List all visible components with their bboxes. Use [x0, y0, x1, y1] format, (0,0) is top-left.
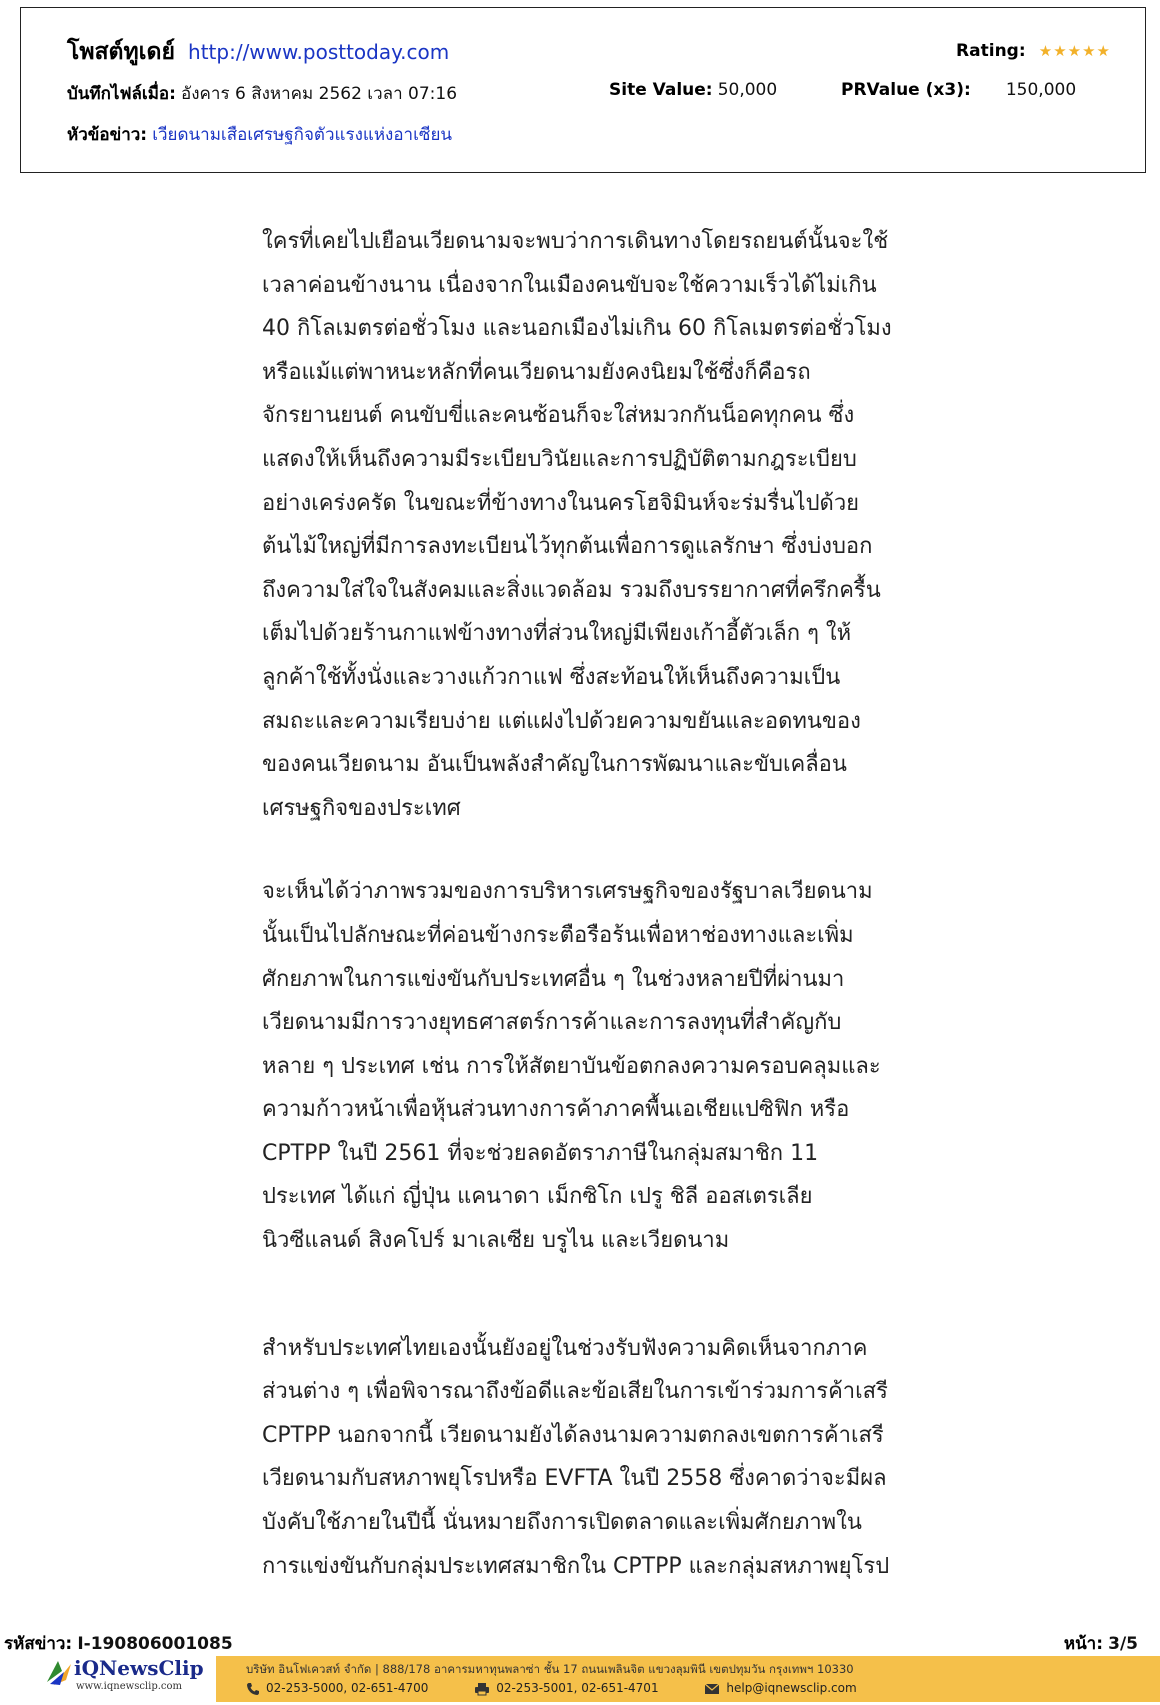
star-icon: ★: [1067, 42, 1083, 60]
rating: [956, 41, 1111, 61]
headline-row: [67, 121, 452, 148]
star-icon: ★: [1053, 42, 1068, 60]
article-line: อย่างเคร่งครัด ในขณะที่ข้างทางในนครโฮจิมินห์จะร่มรื่นไปด้วย: [262, 490, 860, 516]
email-icon: [704, 1683, 720, 1695]
star-icon: ★: [1038, 42, 1054, 60]
phone-icon: [246, 1682, 260, 1696]
star-icon: ★: [1082, 42, 1097, 60]
article-paragraph: [262, 1327, 942, 1589]
fax-numbers: 02-253-5001, 02-651-4701: [496, 1681, 659, 1695]
article-line: บังคับใช้ภายในปีนี้ นั่นหมายถึงการเปิดตลาดและเพิ่มศักยภาพใน: [262, 1510, 862, 1536]
article-line: ศักยภาพในการแข่งขันกับประเทศอื่น ๆ ในช่วงหลายปีที่ผ่านมา: [262, 966, 845, 992]
article-line: สำหรับประเทศไทยเองนั้นยังอยู่ในช่วงรับฟังความคิดเห็นจากภาค: [262, 1335, 868, 1361]
site-value-number: 50,000: [717, 80, 778, 100]
article-line: CPTPP ในปี 2561 ที่จะช่วยลดอัตราภาษีในกลุ่มสมาชิก 11: [262, 1140, 819, 1166]
fax-contact: [474, 1681, 658, 1696]
article-line: ต้นไม้ใหญ่ที่มีการลงทะเบียนไว้ทุกต้นเพื่อการดูแลรักษา ซึ่งบ่งบอก: [262, 534, 873, 560]
article-line: ถึงความใส่ใจในสังคมและสิ่งแวดล้อม รวมถึงบรรยากาศที่ครึกครื้น: [262, 577, 881, 603]
article-line: เต็มไปด้วยร้านกาแฟข้างทางที่ส่วนใหญ่มีเพียงเก้าอี้ตัวเล็ก ๆ ให้: [262, 621, 852, 647]
page-value: 3/5: [1108, 1634, 1138, 1654]
article-body: [262, 220, 942, 1588]
publication-name: โพสต์ทูเดย์: [67, 39, 175, 65]
email-contact: [704, 1681, 856, 1695]
article-line: 40 กิโลเมตรต่อชั่วโมง และนอกเมืองไม่เกิน 60 กิโลเมตรต่อชั่วโมง: [262, 316, 892, 342]
publication-url-link[interactable]: http://www.posttoday.com: [188, 40, 450, 64]
headline-label: หัวข้อข่าว:: [67, 125, 148, 145]
publication-row: [67, 34, 449, 70]
pr-value-number: 150,000: [1005, 80, 1077, 100]
news-code-value: I-190806001085: [77, 1634, 233, 1654]
news-code-label: รหัสข่าว:: [4, 1634, 73, 1654]
page-number: [1064, 1630, 1138, 1657]
article-line: ลูกค้าใช้ทั้งนั่งและวางแก้วกาแฟ ซึ่งสะท้อนให้เห็นถึงความเป็น: [262, 664, 841, 690]
article-line: หลาย ๆ ประเทศ เช่น การให้สัตยาบันข้อตกลงความครอบคลุมและ: [262, 1053, 881, 1079]
email-address[interactable]: help@iqnewsclip.com: [726, 1681, 857, 1695]
article-line: เวียดนามมีการวางยุทธศาสตร์การค้าและการลงทุนที่สำคัญกับ: [262, 1010, 842, 1036]
article-line: จักรยานยนต์ คนขับขี่และคนซ้อนก็จะใส่หมวกกันน็อคทุกคน ซึ่ง: [262, 403, 855, 429]
article-line: ของคนเวียดนาม อันเป็นพลังสำคัญในการพัฒนาและขับเคลื่อน: [262, 752, 847, 778]
article-line: จะเห็นได้ว่าภาพรวมของการบริหารเศรษฐกิจของรัฐบาลเวียดนาม: [262, 879, 873, 905]
recorded-row: [67, 80, 457, 107]
site-value: [609, 80, 777, 100]
news-code: [4, 1630, 233, 1657]
article-line: CPTPP นอกจากนี้ เวียดนามยังได้ลงนามความตกลงเขตการค้าเสรี: [262, 1422, 884, 1448]
paragraph-gap: [262, 1263, 942, 1327]
article-line: ความก้าวหน้าเพื่อหุ้นส่วนทางการค้าภาคพื้นเอเชียแปซิฟิก หรือ: [262, 1097, 850, 1123]
article-line: แสดงให้เห็นถึงความมีระเบียบวินัยและการปฏิบัติตามกฎระเบียบ: [262, 446, 857, 472]
article-line: หรือแม้แต่พาหนะหลักที่คนเวียดนามยังคงนิยมใช้ซึ่งก็คือรถ: [262, 359, 811, 385]
article-line: นั้นเป็นไปลักษณะที่ค่อนข้างกระตือรือร้นเพื่อหาช่องทางและเพิ่ม: [262, 922, 854, 948]
headline-link[interactable]: เวียดนามเสือเศรษฐกิจตัวแรงแห่งอาเซียน: [152, 125, 453, 145]
pr-value-label: PRValue (x3):: [841, 80, 971, 100]
article-line: การแข่งขันกับกลุ่มประเทศสมาชิกใน CPTPP และกลุ่มสหภาพยุโรป: [262, 1553, 890, 1579]
logo-mark-icon: [44, 1658, 74, 1688]
company-address: บริษัท อินโฟเควสท์ จำกัด | 888/178 อาคารมหาทุนพลาซ่า ชั้น 17 ถนนเพลินจิต แขวงลุมพินี เขตปทุมวัน กรุงเทพฯ 10330: [246, 1662, 854, 1676]
article-line: สมถะและความเรียบง่าย แต่แฝงไปด้วยความขยันและอดทนของ: [262, 708, 861, 734]
paragraph-gap: [262, 830, 942, 870]
star-icon: ★: [1096, 42, 1111, 60]
logo-url: www.iqnewsclip.com: [76, 1681, 183, 1692]
article-paragraph: [262, 220, 942, 830]
pr-value: [841, 80, 1076, 100]
article-paragraph: [262, 870, 942, 1262]
phone-contact: [246, 1681, 428, 1696]
article-line: เวลาค่อนข้างนาน เนื่องจากในเมืองคนขับจะใช้ความเร็วได้ไม่เกิน: [262, 272, 877, 298]
phone-numbers: 02-253-5000, 02-651-4700: [266, 1681, 429, 1695]
contact-row: [246, 1681, 899, 1696]
recorded-value: อังคาร 6 สิงหาคม 2562 เวลา 07:16: [181, 84, 458, 104]
footer-contact-band: [216, 1656, 1160, 1702]
site-value-label: Site Value:: [609, 80, 713, 100]
article-line: เวียดนามกับสหภาพยุโรปหรือ EVFTA ในปี 2558 ซึ่งคาดว่าจะมีผล: [262, 1466, 887, 1492]
header-box: [20, 7, 1146, 173]
rating-stars: [1039, 42, 1111, 60]
fax-icon: [474, 1682, 490, 1696]
rating-label: Rating:: [956, 41, 1026, 61]
article-line: ประเทศ ได้แก่ ญี่ปุ่น แคนาดา เม็กซิโก เปรู ชิลี ออสเตรเลีย: [262, 1184, 813, 1210]
recorded-label: บันทึกไฟล์เมื่อ:: [67, 84, 176, 104]
article-line: เศรษฐกิจของประเทศ: [262, 795, 461, 821]
page-label: หน้า:: [1063, 1634, 1104, 1654]
article-line: ส่วนต่าง ๆ เพื่อพิจารณาถึงข้อดีและข้อเสียในการเข้าร่วมการค้าเสรี: [262, 1379, 888, 1405]
article-line: ใครที่เคยไปเยือนเวียดนามจะพบว่าการเดินทางโดยรถยนต์นั้นจะใช้: [262, 229, 889, 254]
logo-text: iQNewsClip: [74, 1656, 204, 1680]
article-line: นิวซีแลนด์ สิงคโปร์ มาเลเซีย บรูไน และเวียดนาม: [262, 1228, 730, 1254]
iqnewsclip-logo: [40, 1656, 204, 1700]
